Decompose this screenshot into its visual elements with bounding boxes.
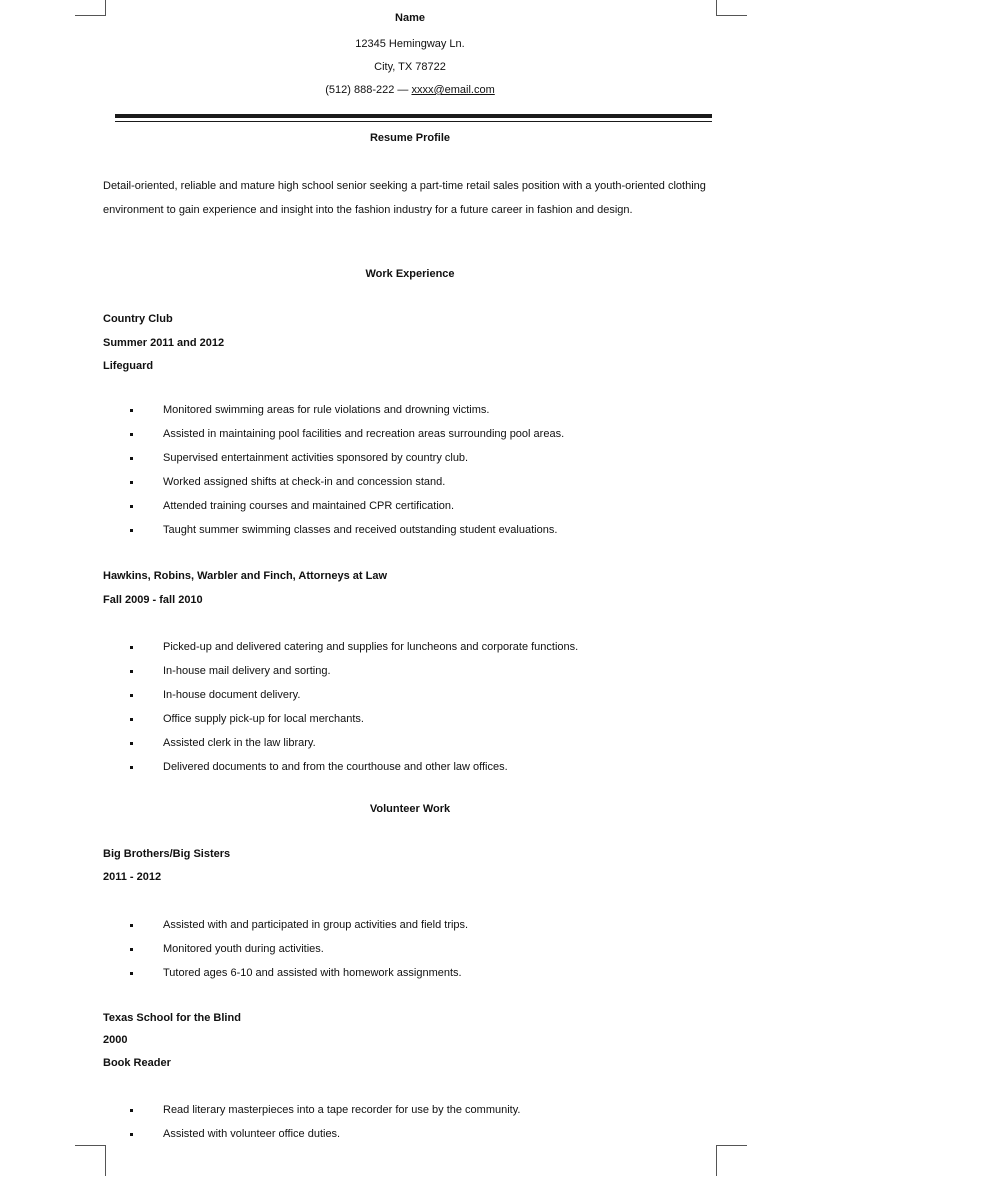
job-dates: Fall 2009 - fall 2010 (103, 594, 203, 606)
page-corner-mark-top-left (75, 0, 106, 16)
list-item: Monitored swimming areas for rule violations and drowning victims. (130, 398, 564, 422)
header-divider-thick (115, 114, 712, 118)
job-employer: Big Brothers/Big Sisters (103, 848, 231, 860)
volunteer-heading: Volunteer Work (369, 803, 451, 815)
city-line: City, TX 78722 (374, 61, 446, 73)
resume-name: Name (395, 12, 425, 24)
list-item: Read literary masterpieces into a tape recorder for use by the community. (130, 1098, 520, 1122)
phone: (512) 888-222 (325, 84, 395, 96)
job-dates: Summer 2011 and 2012 (103, 337, 225, 349)
profile-text: Detail-oriented, reliable and mature high school senior seeking a part-time retail sales position with a youth-oriented clothing environment to gain experience and insight into the fashion industry for a future career in fashion and design. (103, 180, 706, 216)
list-item: Assisted in maintaining pool facilities and recreation areas surrounding pool areas. (130, 422, 564, 446)
list-item: Assisted with and participated in group activities and field trips. (130, 913, 468, 937)
job-bullet-list (130, 1098, 520, 1146)
address-line: 12345 Hemingway Ln. (355, 38, 465, 50)
list-item: Delivered documents to and from the courthouse and other law offices. (130, 755, 578, 779)
header-divider-thin (115, 121, 712, 122)
page-corner-mark-bottom-left (75, 1145, 106, 1176)
job-dates: 2000 (103, 1034, 128, 1046)
list-item: In-house document delivery. (130, 683, 578, 707)
page-corner-mark-bottom-right (716, 1145, 747, 1176)
job-title: Book Reader (103, 1057, 171, 1069)
list-item: Worked assigned shifts at check-in and concession stand. (130, 470, 564, 494)
list-item: Assisted with volunteer office duties. (130, 1122, 520, 1146)
job-bullet-list (130, 398, 564, 542)
list-item: Monitored youth during activities. (130, 937, 468, 961)
work-heading: Work Experience (365, 268, 455, 280)
list-item: Office supply pick-up for local merchants. (130, 707, 578, 731)
job-title: Lifeguard (103, 360, 154, 372)
job-bullet-list (130, 635, 578, 779)
job-employer: Country Club (103, 313, 173, 325)
list-item: Taught summer swimming classes and received outstanding student evaluations. (130, 518, 564, 542)
job-bullet-list (130, 913, 468, 985)
contact-separator: — (397, 84, 409, 96)
page-corner-mark-top-right (716, 0, 747, 16)
job-employer: Texas School for the Blind (103, 1012, 241, 1024)
email-link[interactable]: xxxx@email.com (411, 84, 495, 96)
list-item: Attended training courses and maintained CPR certification. (130, 494, 564, 518)
job-dates: 2011 - 2012 (103, 871, 162, 883)
job-employer: Hawkins, Robins, Warbler and Finch, Attorneys at Law (103, 570, 388, 582)
list-item: Supervised entertainment activities sponsored by country club. (130, 446, 564, 470)
list-item: Assisted clerk in the law library. (130, 731, 578, 755)
list-item: In-house mail delivery and sorting. (130, 659, 578, 683)
contact-line (110, 84, 710, 96)
profile-heading: Resume Profile (369, 132, 451, 144)
list-item: Tutored ages 6-10 and assisted with homework assignments. (130, 961, 468, 985)
list-item: Picked-up and delivered catering and supplies for luncheons and corporate functions. (130, 635, 578, 659)
